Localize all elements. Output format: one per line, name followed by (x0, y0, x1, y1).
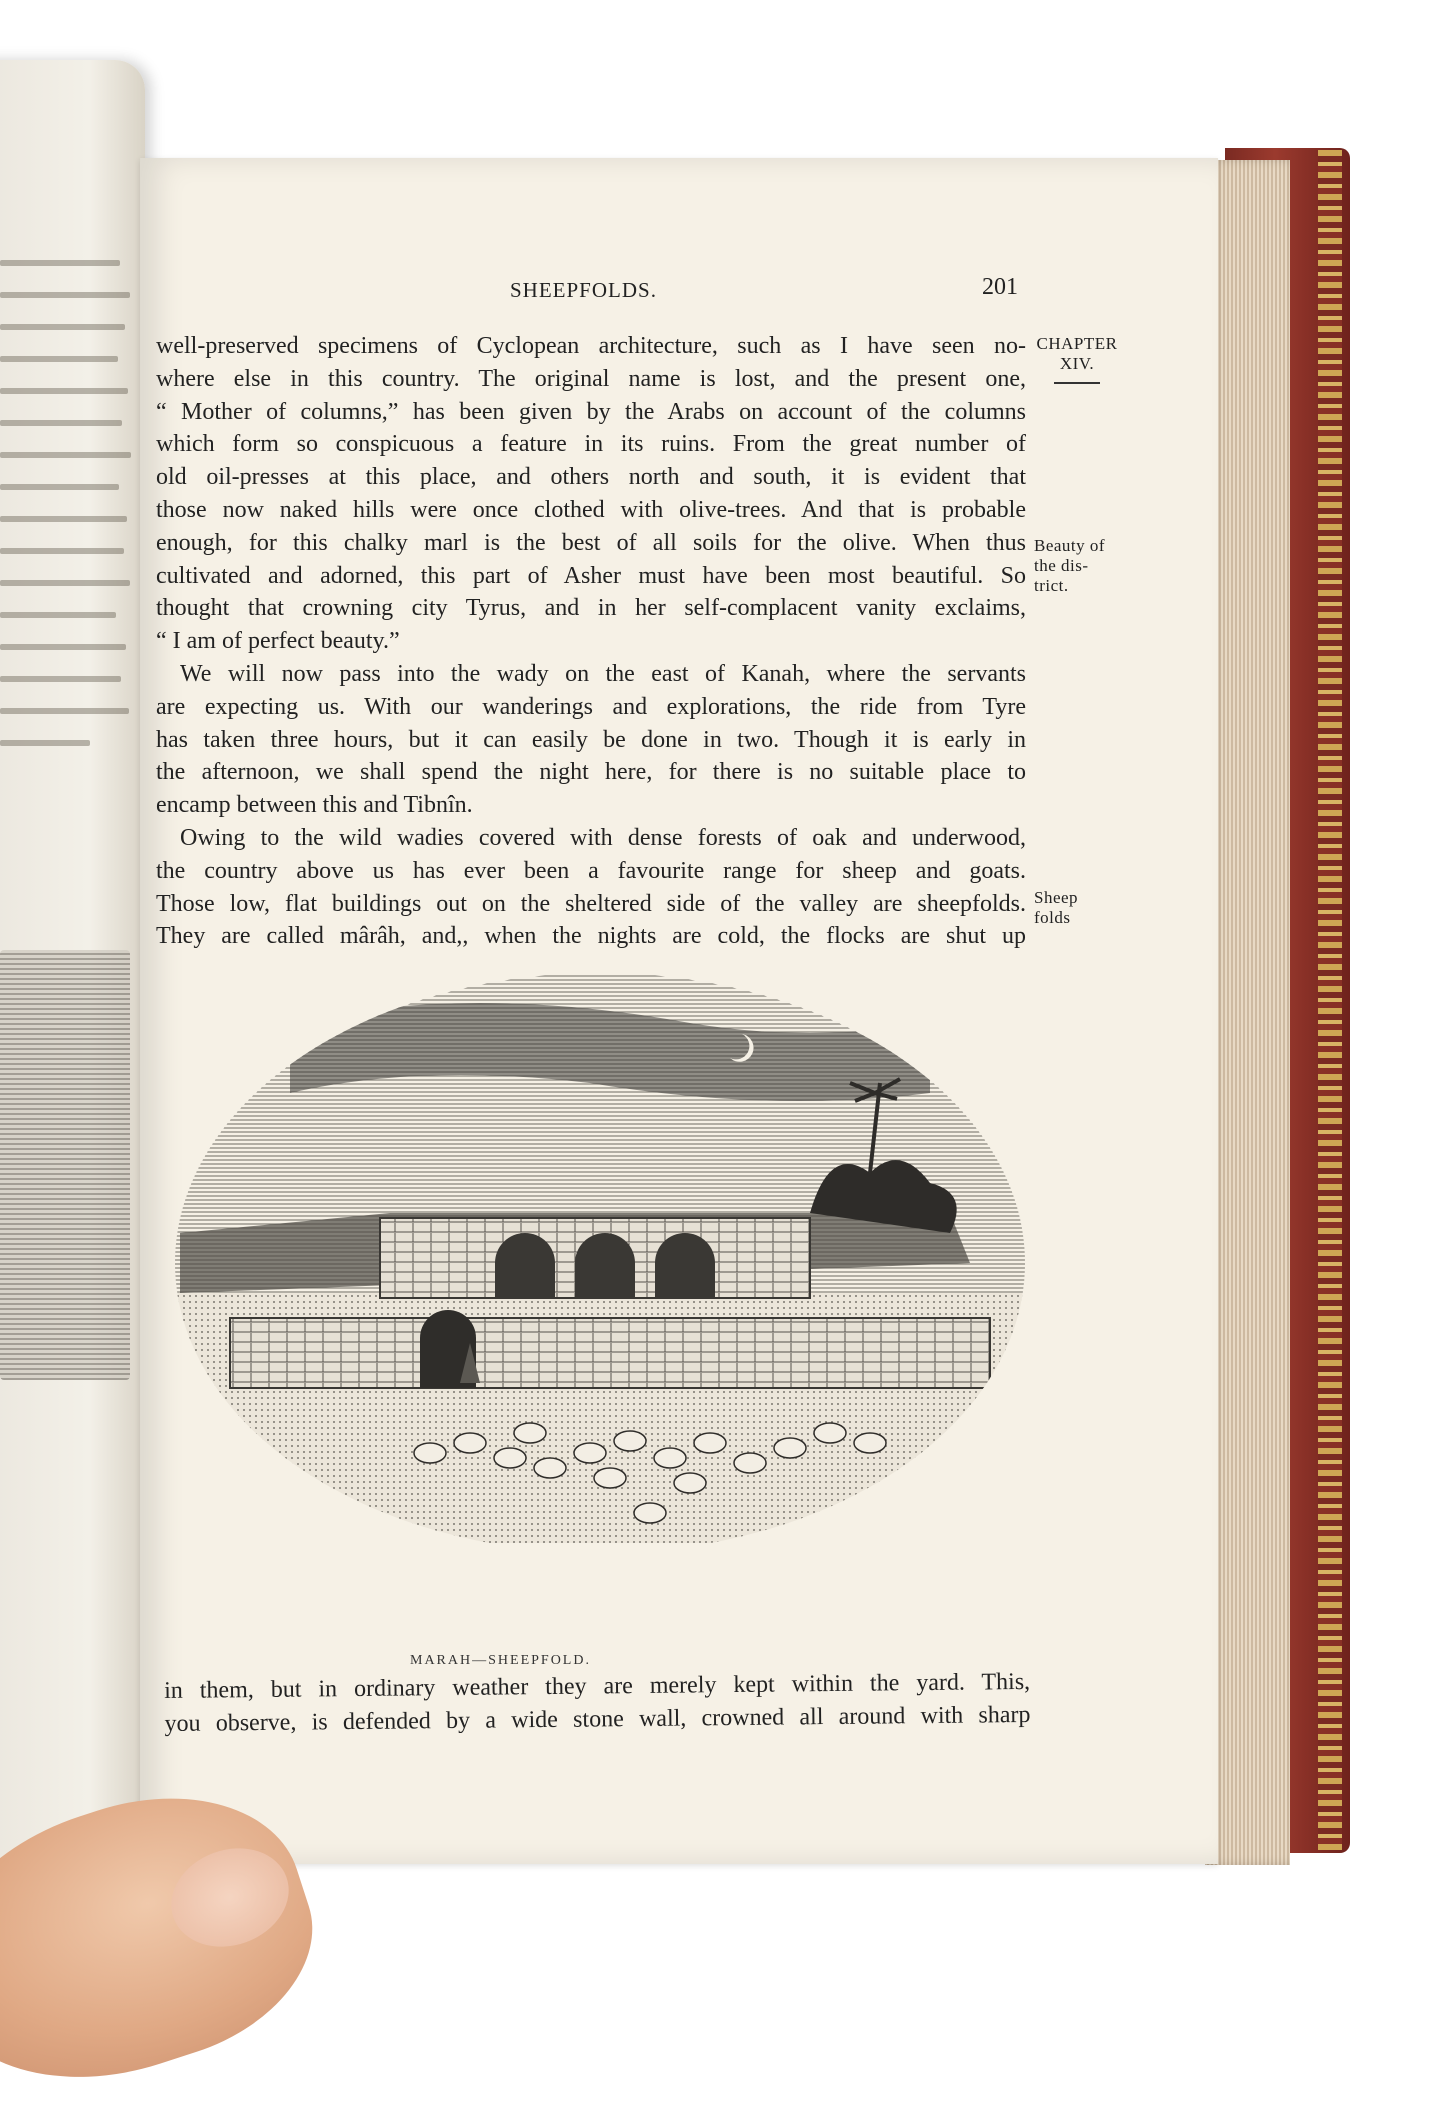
chapter-number: XIV. (1059, 354, 1095, 373)
body-text-continued (164, 1666, 1031, 1741)
chapter-label: CHAPTER (1036, 334, 1118, 353)
text-line: encamp between this and Tibnîn. (156, 792, 473, 819)
sheepfold-engraving (170, 963, 1030, 1543)
margin-note-beauty (1034, 536, 1105, 596)
text-line: “ Mother of columns,” has been given by the Arabs on account of the columns (156, 398, 1026, 425)
text-line: those now naked hills were once clothed with olive-trees. And that is probable (156, 496, 1026, 523)
sheepfold-arches (495, 1233, 715, 1298)
text-line: where else in this country. The original name is lost, and the present one, (156, 365, 1026, 392)
previous-page (0, 60, 145, 1920)
text-line: old oil-presses at this place, and others north and south, it is evident that (156, 464, 1026, 491)
text-line: thought that crowning city Tyrus, and in her self-complacent vanity exclaims, (156, 595, 1026, 622)
body-text (156, 330, 1026, 953)
text-line: well-preserved specimens of Cyclopean architecture, such as I have seen no- (156, 333, 1026, 359)
text-line: enough, for this chalky marl is the best of all soils for the olive. When thus (156, 529, 1026, 556)
text-line: has taken three hours, but it can easily be done in two. Though it is early in (156, 726, 1026, 753)
text-line: the country above us has ever been a favourite range for sheep and goats. (156, 857, 1026, 884)
gilt-edge (1318, 150, 1342, 1850)
text-line: are expecting us. With our wanderings and explorations, the ride from Tyre (156, 693, 1026, 720)
text-line: which form so conspicuous a feature in its ruins. From the great number of (156, 431, 1026, 458)
page-number: 201 (982, 274, 1018, 300)
illustration-caption: MARAH—SHEEPFOLD. (410, 1653, 591, 1668)
text-line: Those low, flat buildings out on the sheltered side of the valley are sheepfolds. (156, 890, 1026, 917)
text-line: in them, but in ordinary weather they are merely kept within the yard. This, (164, 1668, 1031, 1704)
margin-note-chapter (1034, 334, 1120, 384)
running-head: SHEEPFOLDS. (510, 278, 657, 302)
text-line: We will now pass into the wady on the east of Kanah, where the servants (180, 660, 1026, 687)
current-page (140, 158, 1218, 1864)
margin-note-line: Beauty of (1034, 536, 1106, 555)
text-line: “ I am of perfect beauty.” (156, 628, 400, 655)
chapter-rule (1054, 382, 1100, 384)
text-line: cultivated and adorned, this part of Asher must have been most beautiful. So (156, 562, 1026, 589)
text-line: Owing to the wild wadies covered with dense forests of oak and underwood, (180, 824, 1026, 851)
margin-note-line: the dis- (1034, 556, 1089, 575)
previous-page-engraving (0, 950, 130, 1380)
text-line: They are called mârâh, and,, when the nights are cold, the flocks are shut up (156, 923, 1026, 950)
margin-note-line: folds (1034, 908, 1071, 927)
margin-note-line: trict. (1034, 576, 1069, 595)
stone-wall (230, 1318, 990, 1388)
text-line: the afternoon, we shall spend the night here, for there is no suitable place to (156, 759, 1026, 786)
margin-note-sheepfolds (1034, 888, 1078, 928)
previous-page-text-fragment (0, 260, 135, 772)
text-line: you observe, is defended by a wide stone wall, crowned all around with sharp (164, 1701, 1031, 1737)
margin-note-line: Sheep (1034, 888, 1079, 907)
